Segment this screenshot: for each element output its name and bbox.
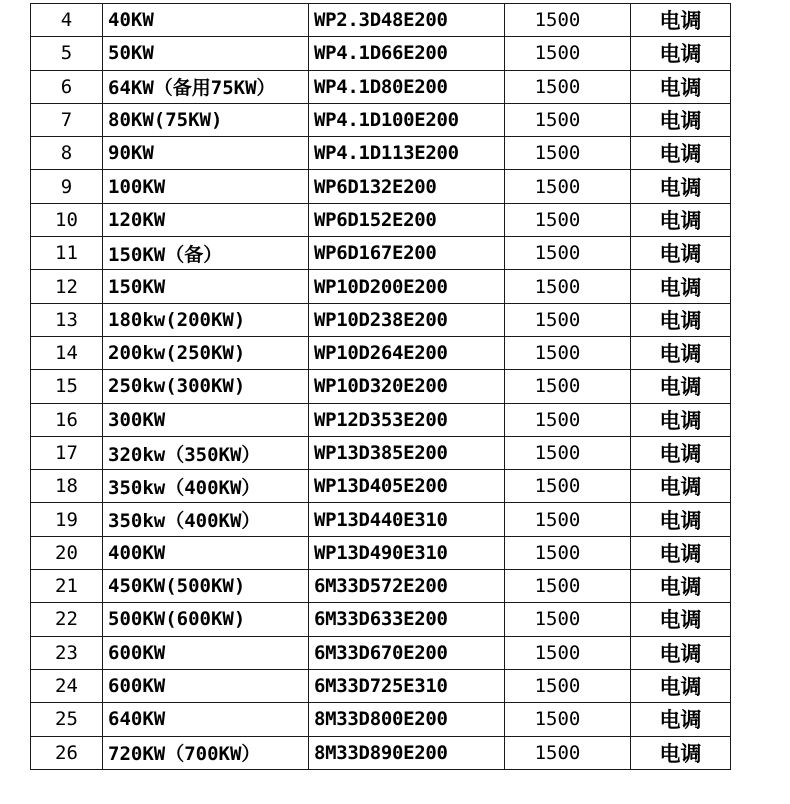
row-number-cell[interactable] [31, 70, 103, 103]
power-cell[interactable] [103, 137, 309, 170]
engine-model: WP6D132E200 [314, 175, 437, 198]
governor-cell[interactable] [631, 703, 731, 736]
rpm-value: 1500 [534, 9, 581, 32]
model-cell[interactable] [309, 536, 505, 569]
rpm-value: 1500 [534, 442, 581, 464]
governor-type: 电调 [659, 208, 702, 233]
row-number-cell[interactable] [31, 103, 103, 136]
engine-model: 6M33D572E200 [314, 575, 448, 598]
governor-cell[interactable] [631, 37, 731, 70]
row-number: 23 [55, 641, 78, 664]
power-rating: 80KW(75KW) [108, 109, 223, 132]
power-cell[interactable] [103, 536, 309, 569]
power-rating: 64KW（备用75KW） [108, 77, 276, 100]
table-row [31, 137, 731, 170]
power-cell[interactable] [103, 503, 309, 536]
row-number: 18 [55, 475, 78, 498]
rpm-value: 1500 [534, 741, 581, 764]
row-number-cell[interactable] [31, 636, 103, 669]
rpm-cell[interactable] [505, 70, 631, 103]
governor-cell[interactable] [631, 70, 731, 103]
row-number-cell[interactable] [31, 403, 103, 436]
row-number: 11 [55, 242, 78, 265]
power-cell[interactable] [103, 237, 309, 270]
rpm-value: 1500 [534, 342, 581, 365]
governor-cell[interactable] [631, 170, 731, 203]
row-number: 5 [60, 42, 73, 65]
power-rating: 500KW(600KW) [108, 608, 246, 631]
model-cell[interactable] [309, 703, 505, 736]
table-row [31, 703, 731, 736]
power-rating: 150KW [108, 275, 166, 298]
engine-model: 6M33D725E310 [314, 675, 448, 698]
governor-cell[interactable] [631, 736, 731, 769]
rpm-cell[interactable] [505, 237, 631, 270]
table-row [31, 4, 731, 37]
table-row [31, 403, 731, 436]
rpm-value: 1500 [534, 42, 581, 65]
power-rating: 50KW [108, 42, 154, 65]
row-number-cell[interactable] [31, 203, 103, 236]
governor-type: 电调 [659, 608, 702, 633]
rpm-value: 1500 [534, 408, 581, 431]
model-cell[interactable] [309, 170, 505, 203]
rpm-cell[interactable] [505, 370, 631, 403]
governor-cell[interactable] [631, 669, 731, 702]
table-row [31, 370, 731, 403]
power-cell[interactable] [103, 37, 309, 70]
rpm-value: 1500 [534, 575, 581, 598]
table-row [31, 303, 731, 336]
power-rating: 300KW [108, 408, 166, 431]
model-cell[interactable] [309, 603, 505, 636]
model-cell[interactable] [309, 203, 505, 236]
rpm-value: 1500 [534, 109, 581, 132]
rpm-cell[interactable] [505, 37, 631, 70]
power-cell[interactable] [103, 203, 309, 236]
governor-type: 电调 [659, 75, 702, 100]
table-row [31, 270, 731, 303]
governor-type: 电调 [659, 508, 702, 533]
row-number-cell[interactable] [31, 536, 103, 569]
row-number-cell[interactable] [31, 4, 103, 37]
row-number-cell[interactable] [31, 669, 103, 702]
governor-cell[interactable] [631, 203, 731, 236]
row-number: 4 [60, 9, 73, 32]
model-cell[interactable] [309, 103, 505, 136]
row-number: 6 [60, 75, 73, 98]
power-cell[interactable] [103, 736, 309, 769]
table-row [31, 536, 731, 569]
model-cell[interactable] [309, 303, 505, 336]
power-rating: 400KW [108, 541, 166, 564]
table-row [31, 70, 731, 103]
power-rating: 350kw（400KW） [108, 476, 261, 499]
row-number-cell[interactable] [31, 336, 103, 369]
rpm-cell[interactable] [505, 303, 631, 336]
engine-model: WP6D167E200 [314, 242, 437, 265]
rpm-value: 1500 [534, 75, 581, 98]
row-number-cell[interactable] [31, 370, 103, 403]
model-cell[interactable] [309, 336, 505, 369]
row-number-cell[interactable] [31, 137, 103, 170]
power-cell[interactable] [103, 703, 309, 736]
rpm-value: 1500 [534, 708, 581, 731]
governor-type: 电调 [659, 741, 702, 766]
rpm-value: 1500 [534, 675, 581, 698]
model-cell[interactable] [309, 137, 505, 170]
row-number: 24 [55, 675, 78, 698]
power-cell[interactable] [103, 170, 309, 203]
engine-model: WP13D490E310 [314, 541, 448, 564]
governor-type: 电调 [659, 42, 702, 67]
row-number-cell[interactable] [31, 303, 103, 336]
row-number: 17 [55, 442, 78, 464]
rpm-value: 1500 [534, 208, 581, 231]
governor-cell[interactable] [631, 570, 731, 603]
model-cell[interactable] [309, 436, 505, 469]
governor-cell[interactable] [631, 103, 731, 136]
table-body [31, 4, 731, 770]
row-number-cell[interactable] [31, 237, 103, 270]
governor-cell[interactable] [631, 636, 731, 669]
table-row [31, 570, 731, 603]
governor-type: 电调 [659, 541, 702, 566]
engine-model: 8M33D800E200 [314, 708, 448, 731]
table-row [31, 669, 731, 702]
model-cell[interactable] [309, 503, 505, 536]
row-number-cell[interactable] [31, 436, 103, 469]
rpm-value: 1500 [534, 641, 581, 664]
engine-model: 6M33D670E200 [314, 641, 448, 664]
governor-type: 电调 [659, 9, 702, 34]
rpm-cell[interactable] [505, 270, 631, 303]
rpm-cell[interactable] [505, 536, 631, 569]
rpm-cell[interactable] [505, 703, 631, 736]
rpm-cell[interactable] [505, 203, 631, 236]
rpm-cell[interactable] [505, 736, 631, 769]
table-row [31, 636, 731, 669]
power-rating: 250kw(300KW) [108, 375, 246, 398]
rpm-value: 1500 [534, 175, 581, 198]
power-cell[interactable] [103, 669, 309, 702]
governor-type: 电调 [659, 308, 702, 333]
table-row [31, 436, 731, 469]
model-cell[interactable] [309, 37, 505, 70]
table-row [31, 503, 731, 536]
power-cell[interactable] [103, 370, 309, 403]
governor-cell[interactable] [631, 470, 731, 503]
model-cell[interactable] [309, 4, 505, 37]
rpm-value: 1500 [534, 375, 581, 398]
row-number-cell[interactable] [31, 570, 103, 603]
power-rating: 320kw（350KW） [108, 443, 261, 466]
governor-cell[interactable] [631, 237, 731, 270]
rpm-cell[interactable] [505, 4, 631, 37]
power-rating: 180kw(200KW) [108, 308, 246, 331]
governor-cell[interactable] [631, 536, 731, 569]
power-cell[interactable] [103, 403, 309, 436]
row-number: 16 [55, 408, 78, 431]
rpm-cell[interactable] [505, 436, 631, 469]
model-cell[interactable] [309, 470, 505, 503]
rpm-value: 1500 [534, 541, 581, 564]
governor-type: 电调 [659, 641, 702, 666]
model-cell[interactable] [309, 370, 505, 403]
power-cell[interactable] [103, 103, 309, 136]
governor-cell[interactable] [631, 137, 731, 170]
power-rating: 600KW [108, 675, 166, 698]
engine-model: WP6D152E200 [314, 208, 437, 231]
table-row [31, 237, 731, 270]
model-cell[interactable] [309, 570, 505, 603]
governor-cell[interactable] [631, 370, 731, 403]
power-rating: 150KW（备） [108, 243, 223, 266]
row-number-cell[interactable] [31, 270, 103, 303]
rpm-value: 1500 [534, 475, 581, 498]
row-number-cell[interactable] [31, 503, 103, 536]
row-number: 13 [55, 308, 78, 331]
power-cell[interactable] [103, 336, 309, 369]
model-cell[interactable] [309, 270, 505, 303]
engine-model: WP13D440E310 [314, 508, 448, 531]
rpm-cell[interactable] [505, 170, 631, 203]
model-cell[interactable] [309, 669, 505, 702]
rpm-value: 1500 [534, 242, 581, 265]
row-number: 10 [55, 208, 78, 231]
table-row [31, 470, 731, 503]
engine-model: WP13D405E200 [314, 475, 448, 498]
rpm-cell[interactable] [505, 603, 631, 636]
governor-cell[interactable] [631, 503, 731, 536]
rpm-value: 1500 [534, 142, 581, 165]
engine-model: WP4.1D113E200 [314, 142, 459, 165]
power-rating: 100KW [108, 175, 166, 198]
power-rating: 350kw（400KW） [108, 510, 261, 533]
generator-table [30, 3, 731, 770]
power-rating: 450KW(500KW) [108, 575, 246, 598]
rpm-value: 1500 [534, 508, 581, 531]
governor-cell[interactable] [631, 403, 731, 436]
governor-type: 电调 [659, 242, 702, 267]
governor-type: 电调 [659, 708, 702, 733]
power-cell[interactable] [103, 470, 309, 503]
engine-model: WP4.1D66E200 [314, 42, 448, 65]
governor-type: 电调 [659, 275, 702, 300]
table-row [31, 37, 731, 70]
rpm-value: 1500 [534, 308, 581, 331]
rpm-cell[interactable] [505, 336, 631, 369]
power-cell[interactable] [103, 636, 309, 669]
table-row [31, 103, 731, 136]
row-number: 26 [55, 741, 78, 764]
table-row [31, 603, 731, 636]
engine-model: WP4.1D80E200 [314, 75, 448, 98]
row-number-cell[interactable] [31, 470, 103, 503]
rpm-cell[interactable] [505, 669, 631, 702]
power-cell[interactable] [103, 4, 309, 37]
governor-type: 电调 [659, 442, 702, 466]
engine-model: WP10D238E200 [314, 308, 448, 331]
table-row [31, 736, 731, 769]
engine-model: 8M33D890E200 [314, 741, 448, 764]
row-number: 25 [55, 708, 78, 731]
governor-type: 电调 [659, 375, 702, 400]
row-number: 20 [55, 541, 78, 564]
row-number: 21 [55, 575, 78, 598]
row-number: 22 [55, 608, 78, 631]
power-cell[interactable] [103, 603, 309, 636]
model-cell[interactable] [309, 403, 505, 436]
row-number-cell[interactable] [31, 703, 103, 736]
power-rating: 640KW [108, 708, 166, 731]
rpm-cell[interactable] [505, 570, 631, 603]
engine-model: WP2.3D48E200 [314, 9, 448, 32]
governor-type: 电调 [659, 575, 702, 600]
power-rating: 200kw(250KW) [108, 342, 246, 365]
governor-type: 电调 [659, 675, 702, 700]
model-cell[interactable] [309, 237, 505, 270]
power-rating: 120KW [108, 208, 166, 231]
row-number: 8 [60, 142, 73, 165]
rpm-cell[interactable] [505, 470, 631, 503]
row-number-cell[interactable] [31, 170, 103, 203]
governor-type: 电调 [659, 142, 702, 167]
table-row [31, 170, 731, 203]
row-number: 15 [55, 375, 78, 398]
power-rating: 720KW（700KW） [108, 743, 261, 766]
engine-model: WP10D264E200 [314, 342, 448, 365]
governor-type: 电调 [659, 475, 702, 500]
row-number-cell[interactable] [31, 37, 103, 70]
power-rating: 40KW [108, 9, 154, 32]
rpm-cell[interactable] [505, 403, 631, 436]
model-cell[interactable] [309, 636, 505, 669]
engine-model: WP13D385E200 [314, 442, 448, 464]
governor-cell[interactable] [631, 336, 731, 369]
rpm-cell[interactable] [505, 137, 631, 170]
governor-cell[interactable] [631, 303, 731, 336]
power-rating: 90KW [108, 142, 154, 165]
row-number: 12 [55, 275, 78, 298]
power-rating: 600KW [108, 641, 166, 664]
power-cell[interactable] [103, 436, 309, 469]
model-cell[interactable] [309, 736, 505, 769]
rpm-value: 1500 [534, 608, 581, 631]
table-row [31, 336, 731, 369]
governor-type: 电调 [659, 109, 702, 134]
row-number-cell[interactable] [31, 603, 103, 636]
power-cell[interactable] [103, 270, 309, 303]
row-number: 9 [60, 175, 73, 198]
governor-cell[interactable] [631, 603, 731, 636]
governor-type: 电调 [659, 408, 702, 433]
governor-cell[interactable] [631, 4, 731, 37]
rpm-cell[interactable] [505, 503, 631, 536]
engine-model: WP12D353E200 [314, 408, 448, 431]
engine-model: 6M33D633E200 [314, 608, 448, 631]
row-number: 14 [55, 342, 78, 365]
engine-model: WP4.1D100E200 [314, 109, 459, 132]
row-number-cell[interactable] [31, 736, 103, 769]
engine-model: WP10D200E200 [314, 275, 448, 298]
rpm-cell[interactable] [505, 636, 631, 669]
rpm-cell[interactable] [505, 103, 631, 136]
row-number: 19 [55, 508, 78, 531]
table-row [31, 203, 731, 236]
power-cell[interactable] [103, 70, 309, 103]
model-cell[interactable] [309, 70, 505, 103]
power-cell[interactable] [103, 303, 309, 336]
governor-cell[interactable] [631, 436, 731, 469]
rpm-value: 1500 [534, 275, 581, 298]
governor-type: 电调 [659, 175, 702, 200]
governor-type: 电调 [659, 342, 702, 367]
governor-cell[interactable] [631, 270, 731, 303]
row-number: 7 [60, 109, 73, 132]
engine-model: WP10D320E200 [314, 375, 448, 398]
power-cell[interactable] [103, 570, 309, 603]
